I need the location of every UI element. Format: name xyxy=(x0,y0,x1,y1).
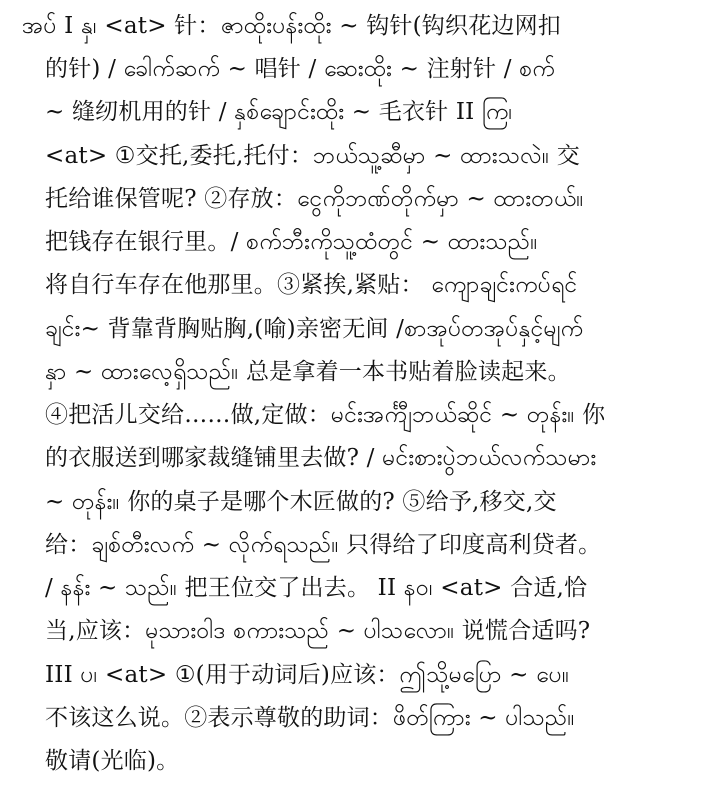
entry-text-line: <at> ①交托,委托,托付：ဘယ်သူ့ဆီမှာ ~ ထားသလဲ။ 交 xyxy=(45,143,580,169)
entry-headword-line: အပ် I နှ၊ <at> 针：ဇာထိုးပန်းထိုး ~ 钩针(钩织花边网扣 xyxy=(22,13,561,39)
entry-text-line: 的衣服送到哪家裁缝铺里去做? / မင်းစားပွဲဘယ်လက်သမား xyxy=(45,445,597,471)
entry-text-line: ~ တုန်း။ 你的桌子是哪个木匠做的? ⑤给予,移交,交 xyxy=(45,489,557,515)
entry-text-line: နှာ ~ ထားလေ့ရှိသည်။ 总是拿着一本书贴着脸读起来。 xyxy=(45,359,571,385)
entry-text-line: 托给谁保管呢? ②存放：ငွေကိုဘဏ်တိုက်မှာ ~ ထားတယ်။ xyxy=(45,186,584,212)
entry-text-line: 敬请(光临)。 xyxy=(45,748,180,774)
entry-text-line: 当,应该：မုသားဝါဒ စကားသည် ~ ပါသလော။ 说慌合适吗? xyxy=(45,618,591,644)
entry-text-line: 的针) / ခေါက်ဆက် ~ 唱针 / ဆေးထိုး ~ 注射针 / စက် xyxy=(45,56,556,82)
entry-text-line: 把钱存在银行里。/ စက်ဘီးကိုသူ့ထံတွင် ~ ထားသည်။ xyxy=(45,229,538,255)
entry-text-line: ချင်း~ 背靠背胸贴胸,(喻)亲密无间 /စာအုပ်တအုပ်နှင့်မျက် xyxy=(45,316,584,342)
entry-text-line: 给：ချစ်တီးလက် ~ လိုက်ရသည်။ 只得给了印度高利贷者。 xyxy=(45,532,602,558)
entry-text-line: ④把活儿交给……做,定做：မင်းအင်္ကျီဘယ်ဆိုင် ~ တုန်း။ 你 xyxy=(45,402,606,428)
entry-text-line: 不该这么说。②表示尊敬的助词：ဖိတ်ကြား ~ ပါသည်။ xyxy=(45,705,575,731)
entry-text-line: ~ 缝纫机用的针 / နှစ်ချောင်းထိုး ~ 毛衣针 II ကြ၊ xyxy=(45,99,513,125)
entry-text-line: III ပ၊ <at> ①(用于动词后)应该：ဤသို့မပြော ~ ပေ။ xyxy=(45,662,570,688)
entry-text-line: 将自行车存在他那里。③紧挨,紧贴： ကျောချင်းကပ်ရင် xyxy=(45,272,578,298)
entry-text-line: / နန်း ~ သည်။ 把王位交了出去。 II နဝ၊ <at> 合适,恰 xyxy=(45,575,588,601)
